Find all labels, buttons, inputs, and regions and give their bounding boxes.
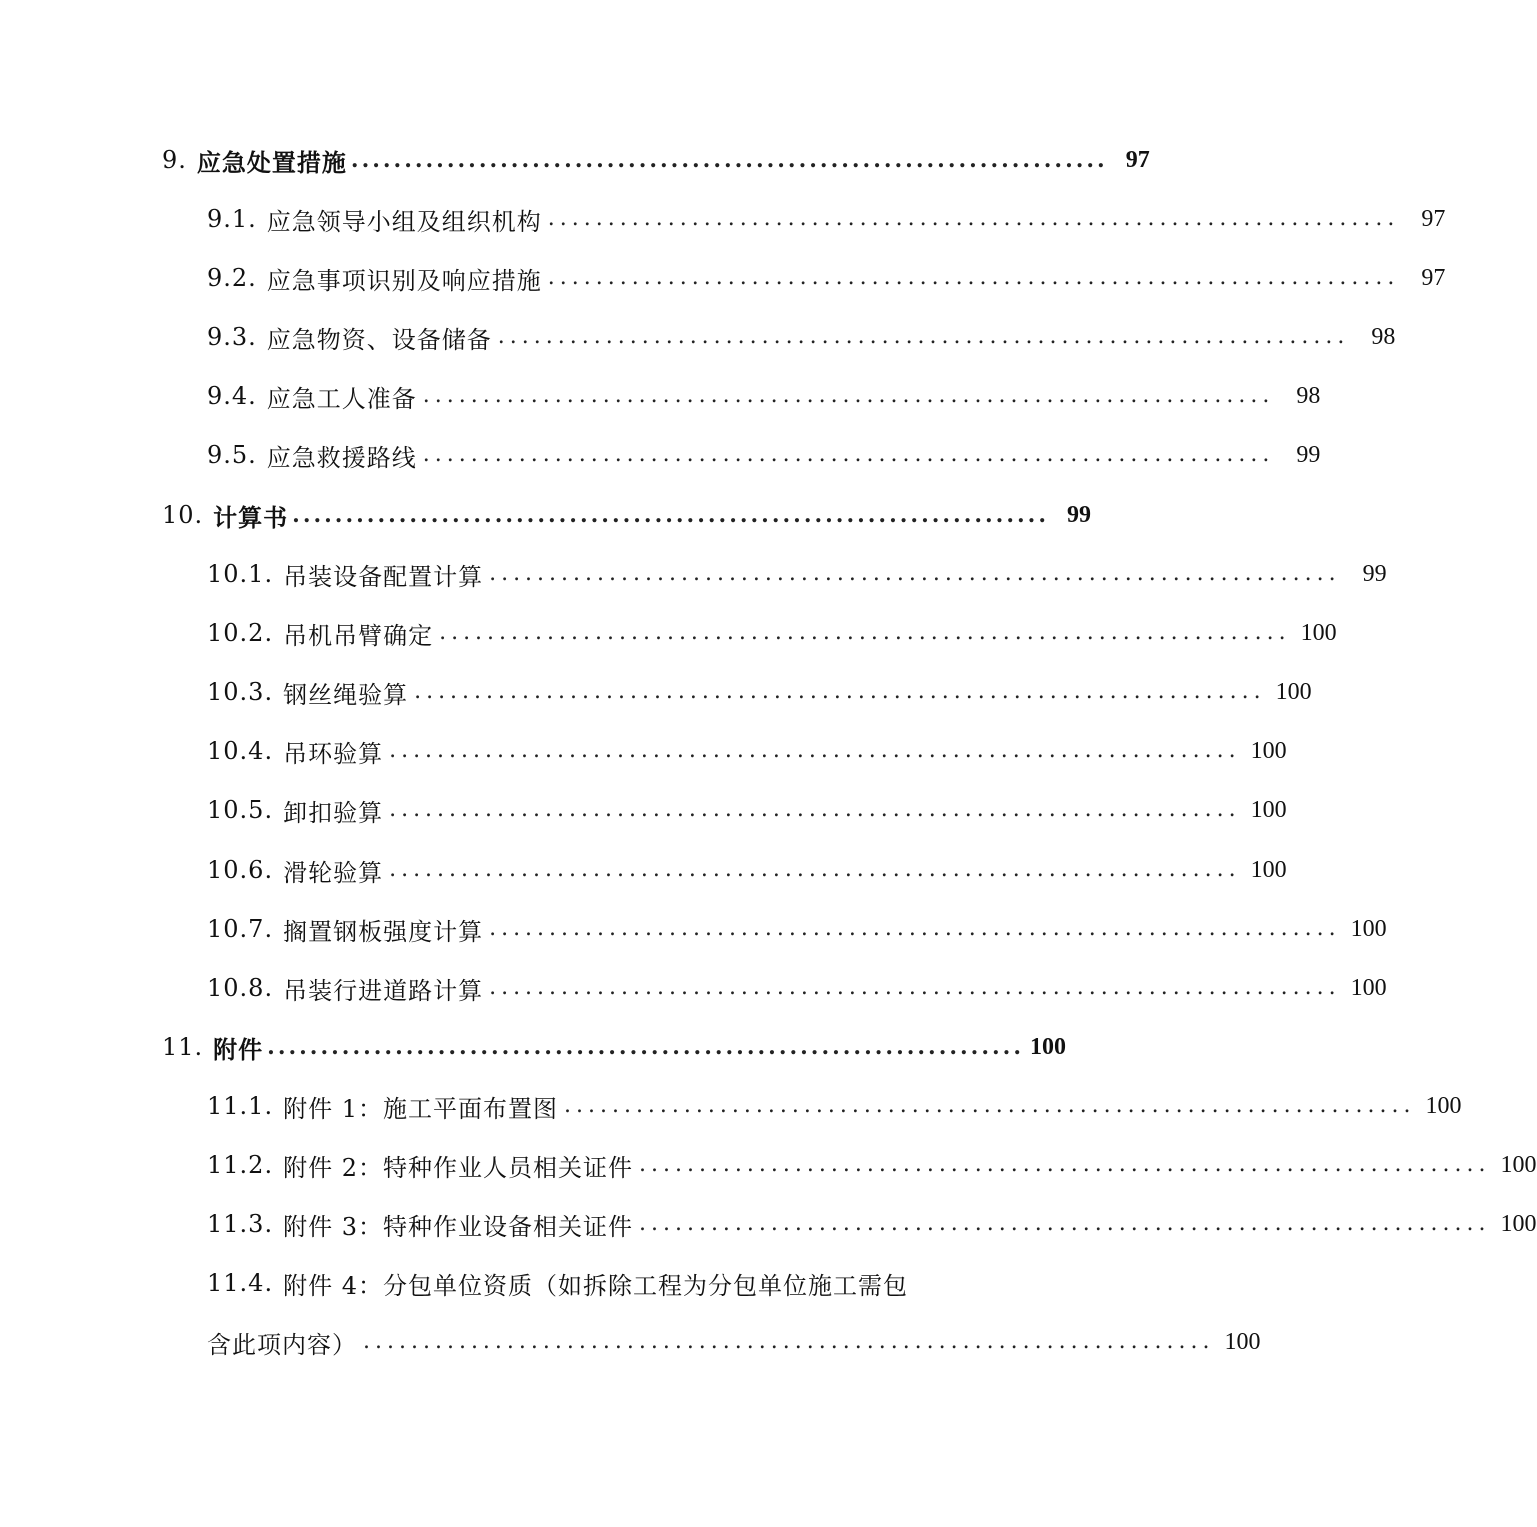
toc-title: 应急处置措施 (196, 148, 347, 177)
toc-entry-10-2[interactable] (207, 613, 1337, 653)
toc-number: 10.4. (207, 737, 274, 765)
toc-page-number: 99 (1066, 501, 1091, 528)
dot-leader: ....................................................................... (563, 1093, 1416, 1118)
toc-title: 吊环验算 (283, 739, 384, 768)
toc-entry-11-1[interactable] (207, 1086, 1462, 1126)
toc-number: 11.1. (207, 1092, 274, 1120)
toc-number: 11. (162, 1033, 204, 1061)
toc-title: 附件 2：特种作业人员相关证件 (283, 1153, 633, 1182)
toc-entry-11-3[interactable] (207, 1204, 1537, 1244)
toc-number: 11.4. (207, 1269, 274, 1297)
toc-number: 11.3. (207, 1210, 274, 1238)
toc-entry-9[interactable] (162, 140, 1150, 180)
dot-leader: ....................................................................... (389, 738, 1241, 763)
toc-page-number: 100 (1275, 678, 1312, 705)
toc-number: 10.2. (207, 619, 274, 647)
toc-entry-line-1 (207, 1263, 918, 1303)
toc-page-number: 100 (1500, 1210, 1537, 1237)
toc-entry-10-1[interactable] (207, 554, 1387, 594)
toc-page-number: 100 (1300, 619, 1337, 646)
toc-page-number: 100 (1350, 974, 1387, 1001)
toc-page-number: 100 (1029, 1033, 1066, 1060)
toc-entry-9-2[interactable] (207, 258, 1446, 298)
dot-leader: ....................................................................... (497, 324, 1350, 349)
toc-number: 9.2. (207, 264, 257, 292)
toc-page-number: 99 (1296, 441, 1321, 468)
toc-entry-10-4[interactable] (207, 731, 1287, 771)
toc-number: 9.3. (207, 323, 257, 351)
toc-entry-11[interactable] (162, 1027, 1066, 1067)
toc-entry-line-2 (207, 1322, 1261, 1362)
dot-leader: ....................................................................... (422, 383, 1275, 408)
toc-entry-10-7[interactable] (207, 909, 1387, 949)
dot-leader: ....................................................................... (547, 206, 1400, 231)
dot-leader: ....................................................................... (547, 265, 1400, 290)
toc-title: 附件 4：分包单位资质（如拆除工程为分包单位施工需包 (283, 1271, 908, 1300)
toc-entry-9-5[interactable] (207, 435, 1321, 475)
toc-title: 应急救援路线 (266, 443, 417, 472)
toc-page-number: 100 (1224, 1328, 1261, 1355)
toc-entry-10-6[interactable] (207, 850, 1287, 890)
toc-number: 10.8. (207, 974, 274, 1002)
toc-page-number: 100 (1250, 856, 1287, 883)
dot-leader: ....................................................................... (389, 797, 1241, 822)
toc-title: 吊装行进道路计算 (283, 976, 484, 1005)
toc-page-number: 100 (1425, 1092, 1462, 1119)
toc-number: 10.3. (207, 678, 274, 706)
toc-number: 9.5. (207, 441, 257, 469)
toc-page-number: 100 (1250, 737, 1287, 764)
toc-page-number: 100 (1350, 915, 1387, 942)
toc-number: 9.1. (207, 205, 257, 233)
toc-title: 应急工人准备 (266, 384, 417, 413)
toc-page-number: 98 (1296, 382, 1321, 409)
toc-number: 10.1. (207, 560, 274, 588)
toc-title: 应急物资、设备储备 (266, 325, 492, 354)
toc-number: 10. (162, 501, 204, 529)
dot-leader: ....................................................................... (638, 1152, 1491, 1177)
dot-leader: ....................................................................... (638, 1211, 1491, 1236)
toc-page-number: 100 (1250, 796, 1287, 823)
toc-title: 搁置钢板强度计算 (283, 917, 484, 946)
toc-entry-9-4[interactable] (207, 376, 1321, 416)
toc-entry-10[interactable] (162, 495, 1091, 535)
dot-leader: ....................................................................... (350, 147, 1108, 173)
toc-number: 10.6. (207, 856, 274, 884)
toc-title: 应急领导小组及组织机构 (266, 207, 542, 236)
toc-page-number: 97 (1125, 146, 1150, 173)
dot-leader: ....................................................................... (267, 1034, 1024, 1060)
toc-entry-10-5[interactable] (207, 790, 1287, 830)
dot-leader: ....................................................................... (414, 679, 1266, 704)
toc-entry-11-2[interactable] (207, 1145, 1537, 1185)
dot-leader: ....................................................................... (489, 916, 1341, 941)
toc-page-number: 97 (1421, 264, 1446, 291)
toc-page-number: 98 (1371, 323, 1396, 350)
dot-leader: ....................................................................... (363, 1329, 1215, 1354)
toc-number: 9.4. (207, 382, 257, 410)
toc-page-number: 97 (1421, 205, 1446, 232)
toc-title: 应急事项识别及响应措施 (266, 266, 542, 295)
toc-title: 卸扣验算 (283, 798, 384, 827)
dot-leader: ....................................................................... (422, 442, 1275, 467)
toc-title: 附件 3：特种作业设备相关证件 (283, 1212, 633, 1241)
toc-title: 滑轮验算 (283, 858, 384, 887)
toc-entry-9-1[interactable] (207, 199, 1446, 239)
dot-leader: ....................................................................... (439, 620, 1291, 645)
toc-entry-10-8[interactable] (207, 968, 1387, 1008)
toc-title: 附件 1：施工平面布置图 (283, 1094, 558, 1123)
toc-entry-10-3[interactable] (207, 672, 1312, 712)
toc-entry-9-3[interactable] (207, 317, 1396, 357)
toc-title: 附件 (213, 1035, 264, 1064)
toc-entry-11-4[interactable] (207, 1263, 1261, 1359)
toc-number: 10.7. (207, 915, 274, 943)
toc-title: 计算书 (213, 503, 289, 532)
toc-title: 吊装设备配置计算 (283, 562, 484, 591)
dot-leader: ....................................................................... (292, 502, 1049, 528)
toc-title: 吊机吊臂确定 (283, 621, 434, 650)
dot-leader: ....................................................................... (489, 975, 1341, 1000)
toc-title: 钢丝绳验算 (283, 680, 409, 709)
toc-number: 10.5. (207, 796, 274, 824)
toc-page-number: 100 (1500, 1151, 1537, 1178)
toc-number: 9. (162, 146, 187, 174)
dot-leader: ....................................................................... (389, 857, 1241, 882)
toc-title-continued: 含此项内容） (207, 1330, 357, 1359)
toc-number: 11.2. (207, 1151, 274, 1179)
dot-leader: ....................................................................... (489, 561, 1341, 586)
toc-page-number: 99 (1362, 560, 1387, 587)
